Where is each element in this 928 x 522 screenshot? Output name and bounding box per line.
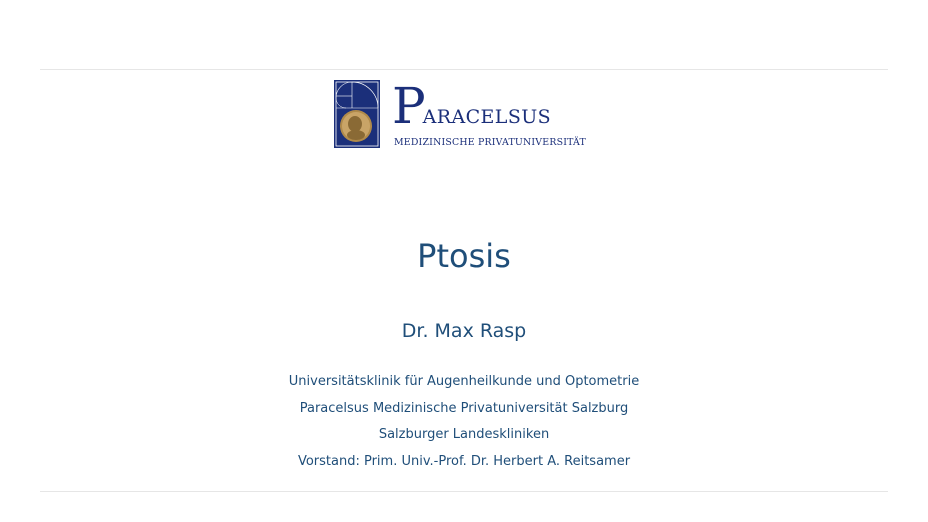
affiliation-line: Universitätsklinik für Augenheilkunde und Optometrie [288, 374, 640, 389]
paracelsus-medallion-icon [334, 80, 380, 148]
logo-subtitle: MEDIZINISCHE PRIVATUNIVERSITÄT [394, 137, 586, 148]
paracelsus-logo [334, 77, 596, 150]
top-divider [40, 69, 888, 70]
author-name: Dr. Max Rasp [401, 320, 527, 342]
affiliation-list [0, 372, 928, 478]
affiliation-line: Vorstand: Prim. Univ.-Prof. Dr. Herbert A. Reitsamer [297, 453, 631, 469]
bottom-divider [40, 491, 888, 492]
logo-initial: P [392, 77, 426, 135]
affiliation-line: Salzburger Landeskliniken [378, 427, 550, 442]
affiliation-line: Paracelsus Medizinische Privatuniversität Salzburg [299, 400, 629, 416]
logo-name: ARACELSUS [422, 106, 552, 128]
slide-title: Ptosis [417, 237, 511, 275]
